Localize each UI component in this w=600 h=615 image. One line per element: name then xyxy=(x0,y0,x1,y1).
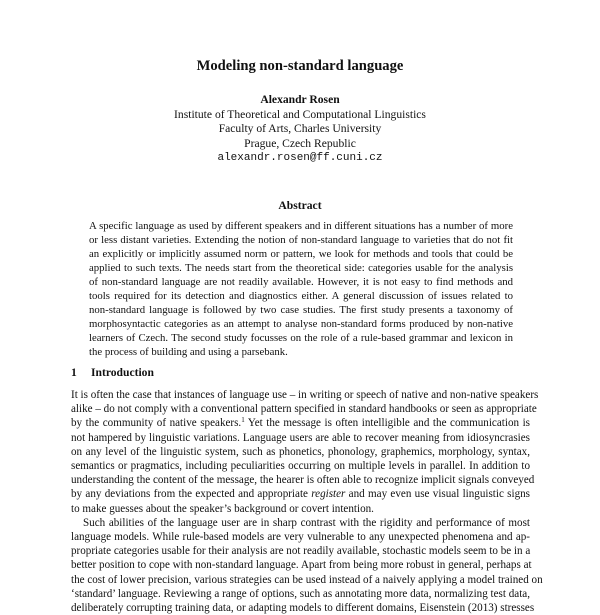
intro-line: language models. While rule-based models are very vulnerable to any unexpected phenomena and ap- xyxy=(71,531,530,544)
intro-line: Such abilities of the language user are in sharp contrast with the rigidity and performance of most xyxy=(83,516,530,529)
abstract-text xyxy=(89,219,513,359)
intro-text: and may even use visual linguistic signs xyxy=(345,488,530,501)
intro-line: to make guesses about the speaker’s background or covert intention. xyxy=(71,502,374,515)
abstract-line: learners of Czech. The second study focusses on the role of a rule-based grammar and lexicon in xyxy=(89,332,513,344)
intro-line: It is often the case that instances of language use – in writing or speech of native and non-native speakers xyxy=(71,389,539,401)
introduction-body xyxy=(71,388,543,615)
intro-line: alike – do not comply with a conventional pattern specified in standard handbooks or seen as appropriate xyxy=(71,403,537,416)
emphasis-register: register xyxy=(311,488,346,501)
intro-line: understanding the content of the message, the hearer is often able to recognize implicit signals conveyed xyxy=(71,474,535,487)
author-location: Prague, Czech Republic xyxy=(244,136,356,150)
intro-line xyxy=(71,487,530,501)
intro-line: deliberately corrupting training data, or adapting models to different domains, Eisenstein (2013) stresses xyxy=(71,602,535,615)
intro-paragraph-2-cont xyxy=(71,530,543,615)
intro-line xyxy=(71,416,530,430)
intro-line: not hampered by linguistic variations. Language users are able to recover meaning from idiosyncrasies xyxy=(71,431,530,444)
intro-line: better position to cope with non-standard language. Apart from being more robust in general, perhaps at xyxy=(71,559,532,572)
intro-text: Yet the message is often intelligible and the communication is xyxy=(244,417,530,430)
section-number: 1 xyxy=(71,366,77,379)
author-email: alexandr.rosen@ff.cuni.cz xyxy=(217,152,383,164)
abstract-line: of non-standard language are not readily available. However, it is not easy to find methods and xyxy=(89,276,513,288)
paper-title: Modeling non-standard language xyxy=(196,58,404,74)
author-name: Alexandr Rosen xyxy=(260,93,340,106)
abstract-line: or less distant varieties. Extending the notion of non-standard language to varieties that do not fit xyxy=(89,234,513,246)
author-affiliation-institute: Institute of Theoretical and Computational Linguistics xyxy=(174,107,426,121)
abstract-line: morphosyntactic categories as an attempt to analyse non-standard forms produced by non-native xyxy=(89,318,513,330)
footnote-marker[interactable]: 1 xyxy=(241,416,245,425)
author-block xyxy=(0,93,600,166)
abstract-line: tools required for its detection and diagnostics either. A general discussion of issues related to xyxy=(89,290,513,302)
intro-line: on any level of the linguistic system, such as phonetics, phonology, graphemics, morphology, syntax, xyxy=(71,445,530,458)
intro-line: the cost of lower precision, various strategies can be used instead of a naively applying a model trained on xyxy=(71,573,543,586)
intro-text: by the community of native speakers. xyxy=(71,417,242,430)
abstract-line: applied to such texts. The needs start from the theoretical side: categories usable for the analysis xyxy=(89,262,513,274)
abstract-heading: Abstract xyxy=(278,199,322,212)
intro-paragraph-2 xyxy=(71,516,530,530)
section-title: Introduction xyxy=(91,366,154,379)
abstract-line: an explicitly or implicitly assumed norm or pattern, we look for methods and tools that could be xyxy=(89,248,513,260)
intro-text: by any deviations from the expected and appropriate xyxy=(71,488,312,501)
intro-line: semantics or pragmatics, including peculiarities occurring on multiple levels in parallel. In addition to xyxy=(71,460,530,473)
section-heading-introduction xyxy=(71,366,154,379)
abstract-line: non-standard language is followed by two case studies. The first study presents a taxonomy of xyxy=(89,304,513,316)
author-affiliation-faculty: Faculty of Arts, Charles University xyxy=(218,122,382,135)
abstract-line: the process of building and using a parsebank. xyxy=(89,346,288,358)
intro-paragraph-1 xyxy=(71,388,539,516)
abstract-line: A specific language as used by different speakers and in different situations has a number of more xyxy=(89,220,513,232)
intro-line: ‘standard’ language. Reviewing a range of options, such as annotating more data, normalizing test data, xyxy=(71,587,530,600)
intro-line: propriate categories usable for their analysis are not readily available, stochastic models seem to be in a xyxy=(71,545,531,558)
